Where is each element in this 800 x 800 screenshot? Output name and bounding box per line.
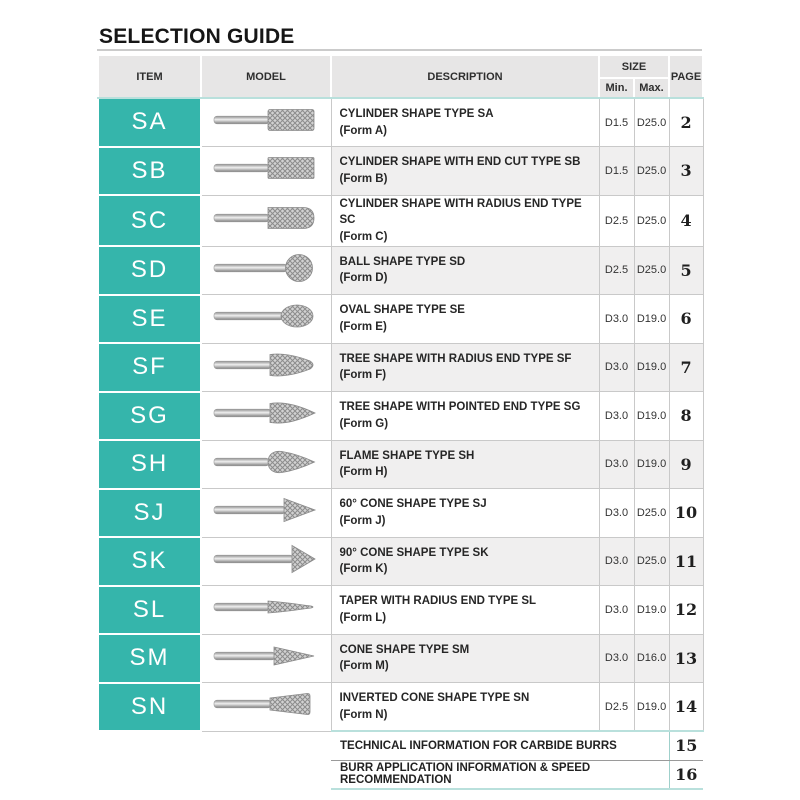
column-header-item: ITEM <box>98 55 201 98</box>
page-number: 9 <box>669 440 703 489</box>
size-min-value: D1.5 <box>599 147 634 196</box>
form-label: (Form N) <box>339 708 388 721</box>
description-cell <box>331 392 599 441</box>
column-header-page: PAGE <box>669 55 703 98</box>
description-cell <box>331 195 599 246</box>
footer-empty-cell <box>98 731 331 760</box>
size-min-value: D3.0 <box>599 392 634 441</box>
cylinder-end-cut-burr-image <box>210 151 322 185</box>
description-cell <box>331 295 599 344</box>
size-min-value: D2.5 <box>599 195 634 246</box>
item-code: SK <box>98 537 201 586</box>
form-label: (Form C) <box>339 230 388 243</box>
footer-page-number: 15 <box>669 731 703 760</box>
size-min-value: D3.0 <box>599 295 634 344</box>
size-min-value: D1.5 <box>599 98 634 147</box>
item-code: SD <box>98 246 201 295</box>
size-min-value: D2.5 <box>599 246 634 295</box>
item-code: SE <box>98 295 201 344</box>
form-label: (Form F) <box>339 369 387 382</box>
table-row <box>98 634 703 683</box>
selection-guide-table <box>97 54 704 790</box>
table-row <box>98 537 703 586</box>
form-label: (Form D) <box>339 272 388 285</box>
size-max-value: D19.0 <box>634 683 669 732</box>
description-text: CYLINDER SHAPE WITH RADIUS END TYPE SC <box>339 197 582 227</box>
model-cell <box>201 537 331 586</box>
size-min-value: D2.5 <box>599 683 634 732</box>
item-code: SG <box>98 392 201 441</box>
model-cell <box>201 489 331 538</box>
form-label: (Form M) <box>339 660 389 673</box>
item-code: SA <box>98 98 201 147</box>
description-text: CONE SHAPE TYPE SM <box>339 643 470 656</box>
selection-guide-table-wrap <box>97 49 702 790</box>
footer-label: BURR APPLICATION INFORMATION & SPEED RECOMMENDATION <box>331 760 669 789</box>
form-label: (Form E) <box>339 320 387 333</box>
item-code: SB <box>98 147 201 196</box>
table-row <box>98 343 703 392</box>
page-number: 2 <box>669 98 703 147</box>
size-max-value: D25.0 <box>634 246 669 295</box>
description-cell <box>331 98 599 147</box>
taper-radius-end-burr-image <box>210 590 322 624</box>
form-label: (Form B) <box>339 172 388 185</box>
model-cell <box>201 246 331 295</box>
table-footer <box>98 731 703 789</box>
description-text: CYLINDER SHAPE WITH END CUT TYPE SB <box>339 156 581 169</box>
description-cell <box>331 246 599 295</box>
description-text: OVAL SHAPE TYPE SE <box>339 304 465 317</box>
description-text: 90° CONE SHAPE TYPE SK <box>339 546 489 559</box>
table-row <box>98 246 703 295</box>
cone-90-burr-image <box>210 542 322 576</box>
size-max-value: D25.0 <box>634 147 669 196</box>
size-min-value: D3.0 <box>599 440 634 489</box>
footer-empty-cell <box>98 760 331 789</box>
size-min-value: D3.0 <box>599 489 634 538</box>
page-number: 11 <box>669 537 703 586</box>
description-text: TREE SHAPE WITH RADIUS END TYPE SF <box>339 352 572 365</box>
size-max-value: D25.0 <box>634 537 669 586</box>
size-max-value: D25.0 <box>634 489 669 538</box>
page-title: SELECTION GUIDE <box>99 25 295 48</box>
description-text: TAPER WITH RADIUS END TYPE SL <box>339 595 537 608</box>
column-header-model: MODEL <box>201 55 331 98</box>
form-label: (Form A) <box>339 124 387 137</box>
footer-row <box>98 731 703 760</box>
size-max-value: D19.0 <box>634 295 669 344</box>
table-row <box>98 683 703 732</box>
page-number: 8 <box>669 392 703 441</box>
page-number: 3 <box>669 147 703 196</box>
description-text: 60° CONE SHAPE TYPE SJ <box>339 498 487 511</box>
size-max-value: D19.0 <box>634 586 669 635</box>
table-row <box>98 195 703 246</box>
description-text: TREE SHAPE WITH POINTED END TYPE SG <box>339 401 581 414</box>
page-number: 14 <box>669 683 703 732</box>
model-cell <box>201 392 331 441</box>
model-cell <box>201 195 331 246</box>
cone-burr-image <box>210 639 322 673</box>
description-cell <box>331 440 599 489</box>
footer-row <box>98 760 703 789</box>
form-label: (Form K) <box>339 563 388 576</box>
column-header-size: SIZE <box>599 55 669 78</box>
item-code: SF <box>98 343 201 392</box>
description-cell <box>331 147 599 196</box>
model-cell <box>201 683 331 732</box>
item-code: SL <box>98 586 201 635</box>
model-cell <box>201 98 331 147</box>
size-max-value: D16.0 <box>634 634 669 683</box>
size-max-value: D25.0 <box>634 195 669 246</box>
table-body <box>98 98 703 731</box>
form-label: (Form H) <box>339 466 388 479</box>
table-row <box>98 440 703 489</box>
description-text: CYLINDER SHAPE TYPE SA <box>339 107 494 120</box>
description-text: FLAME SHAPE TYPE SH <box>339 449 475 462</box>
form-label: (Form J) <box>339 514 386 527</box>
table-row <box>98 586 703 635</box>
table-row <box>98 295 703 344</box>
item-code: SM <box>98 634 201 683</box>
form-label: (Form G) <box>339 417 389 430</box>
footer-label: TECHNICAL INFORMATION FOR CARBIDE BURRS <box>331 731 669 760</box>
size-min-value: D3.0 <box>599 634 634 683</box>
model-cell <box>201 295 331 344</box>
model-cell <box>201 586 331 635</box>
table-row <box>98 392 703 441</box>
size-min-value: D3.0 <box>599 586 634 635</box>
description-cell <box>331 489 599 538</box>
size-min-value: D3.0 <box>599 537 634 586</box>
description-cell <box>331 634 599 683</box>
oval-burr-image <box>210 299 322 333</box>
description-text: INVERTED CONE SHAPE TYPE SN <box>339 691 530 704</box>
size-max-value: D19.0 <box>634 343 669 392</box>
cylinder-burr-image <box>210 103 322 137</box>
tree-radius-end-burr-image <box>210 348 322 382</box>
page-number: 12 <box>669 586 703 635</box>
model-cell <box>201 343 331 392</box>
model-cell <box>201 634 331 683</box>
description-cell <box>331 537 599 586</box>
form-label: (Form L) <box>339 611 387 624</box>
page-number: 10 <box>669 489 703 538</box>
size-max-value: D25.0 <box>634 98 669 147</box>
table-row <box>98 98 703 147</box>
description-cell <box>331 343 599 392</box>
table-row <box>98 489 703 538</box>
description-cell <box>331 586 599 635</box>
item-code: SH <box>98 440 201 489</box>
model-cell <box>201 147 331 196</box>
cone-60-burr-image <box>210 493 322 527</box>
page-number: 4 <box>669 195 703 246</box>
table-header <box>98 55 703 98</box>
size-max-value: D19.0 <box>634 440 669 489</box>
flame-burr-image <box>210 445 322 479</box>
cylinder-radius-end-burr-image <box>210 201 322 235</box>
page-number: 5 <box>669 246 703 295</box>
column-header-size-min: Min. <box>599 78 634 98</box>
column-header-size-max: Max. <box>634 78 669 98</box>
item-code: SN <box>98 683 201 732</box>
description-text: BALL SHAPE TYPE SD <box>339 255 466 268</box>
footer-page-number: 16 <box>669 760 703 789</box>
model-cell <box>201 440 331 489</box>
item-code: SJ <box>98 489 201 538</box>
page-number: 6 <box>669 295 703 344</box>
tree-pointed-end-burr-image <box>210 396 322 430</box>
page-number: 7 <box>669 343 703 392</box>
inverted-cone-burr-image <box>210 687 322 721</box>
size-min-value: D3.0 <box>599 343 634 392</box>
column-header-description: DESCRIPTION <box>331 55 599 98</box>
size-max-value: D19.0 <box>634 392 669 441</box>
item-code: SC <box>98 195 201 246</box>
ball-burr-image <box>210 251 322 285</box>
description-cell <box>331 683 599 732</box>
table-row <box>98 147 703 196</box>
page-number: 13 <box>669 634 703 683</box>
